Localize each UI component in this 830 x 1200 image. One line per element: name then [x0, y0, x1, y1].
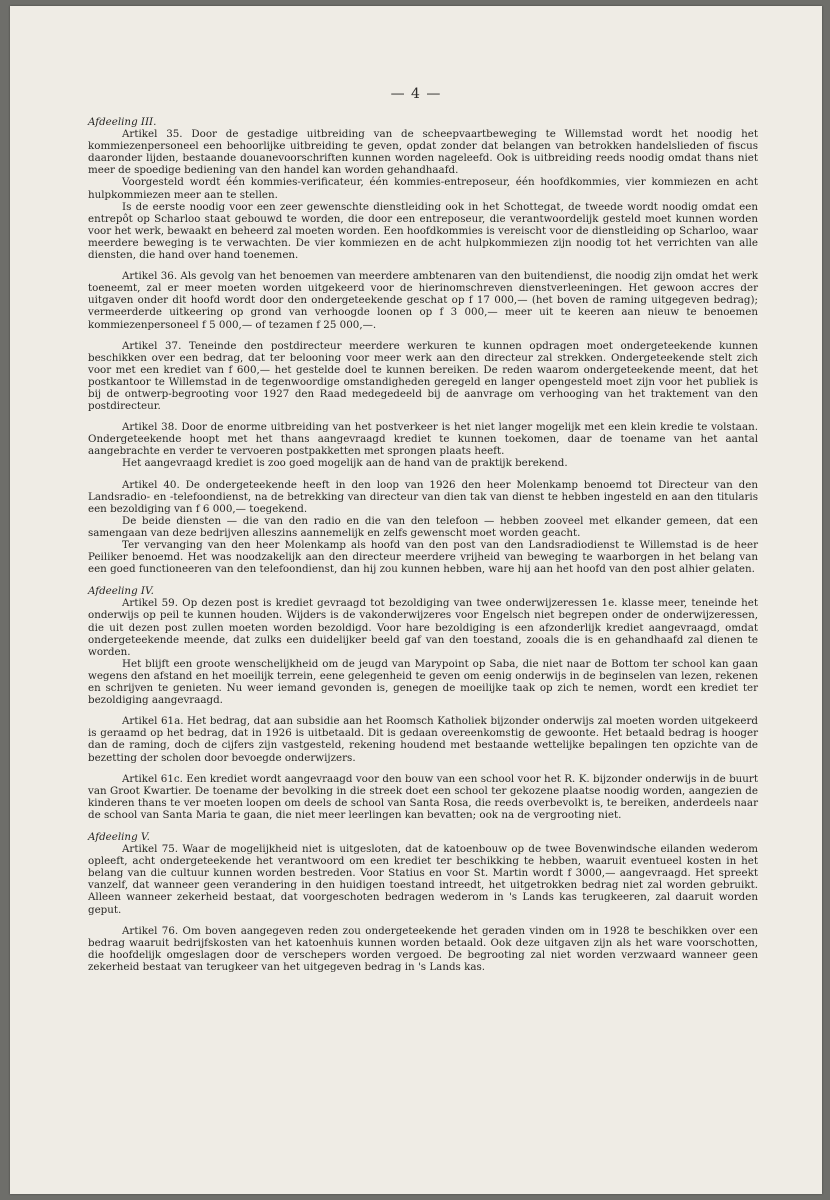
section-heading: Afdeeling III. [88, 116, 157, 128]
section-heading: Afdeeling IV. [88, 585, 154, 598]
paragraph: Artikel 36. Als gevolg van het benoemen van meerdere ambtenaren van den buitendienst, die noodig zijn omdat het werk toeneemt, zal er meer moeten worden uitgekeerd voor de hierinomschreven dienstverleeningen. Het gewoon accres der uitgaven onder dit hoofd wordt door den ondergeteekende geschat op f 17 000,— (het boven de raming uitgegeven bedrag); vermeerderde uitkeering op grond van verhoogde loonen op f 3 000,— meer uit te keeren aan nieuw te benoemen kommiezenpersoneel f 5 000,— of tezamen f 25 000,—. [88, 270, 758, 331]
page-number: — 4 — [390, 86, 442, 102]
paragraph: Artikel 40. De ondergeteekende heeft in den loop van 1926 den heer Molenkamp benoemd tot Directeur van den Landsradio- en -telefoondienst, na de betrekking van directeur van dien tak van dienst te hebben ingesteld en aan den titularis een bezoldiging van f 6 000,— toegekend. [88, 478, 758, 515]
paragraph: Is de eerste noodig voor een zeer gewenschte dienstleiding ook in het Schottegat, de tweede wordt noodig omdat een entrepôt op Scharloo staat gebouwd te worden, die door een entreposeur, die verantwoordelijk gesteld moet kunnen worden voor het werk, bewaakt en beheerd zal moeten worden. Een hoofdkommies is vereischt voor de dienstleiding op Scharloo, waar meerdere beweging is te verwachten. De vier kommiezen en de acht hulpkommiezen zijn noodig tot het verrichten van alle diensten, die hand over hand toenemen. [88, 200, 758, 262]
section-heading: Afdeeling V. [88, 830, 150, 843]
document-body [88, 116, 758, 973]
paragraph: De beide diensten — die van den radio en die van den telefoon — hebben zooveel met elkander gemeen, dat een samengaan van deze bedrijven alleszins aannemelijk en zelfs gewenscht moet worden geacht. [88, 514, 758, 539]
paragraph: Artikel 35. Door de gestadige uitbreiding van de scheepvaartbeweging te Willemstad wordt het noodig het kommiezenpersoneel een behoorlijke uitbreiding te geven, opdat zonder dat belangen van betrokken handelslieden of fiscus daaronder lijden, bestaande douanevoorschriften kunnen worden nageleefd. Ook is uitbreiding reeds noodig omdat thans niet meer de spoedige bediening van den handel kan worden gehandhaafd. [88, 128, 758, 177]
paragraph: Artikel 59. Op dezen post is krediet gevraagd tot bezoldiging van twee onderwijzeressen 1e. klasse meer, teneinde het onderwijs op peil te kunnen houden. Wijders is de vakonderwijzeres voor Engelsch niet begrepen onder de onderwijzeressen, die uit dezen post zullen moeten worden bezoldigd. Voor hare bezoldiging is een afzonderlijk krediet aangevraagd, omdat ondergeteekende meende, dat zulks een duidelijker beeld gaf van den toestand, zooals die is en gehandhaafd zal dienen te worden. [88, 597, 758, 658]
paragraph: Artikel 38. Door de enorme uitbreiding van het postverkeer is het niet langer mogelijk met een klein kredie te volstaan. Ondergeteekende hoopt met het thans aangevraagd krediet te kunnen toekomen, daar de toename van het aantal aangebrachte en verder te vervoeren postpakketten met sprongen plaats heeft. [88, 421, 758, 458]
paragraph: Artikel 75. Waar de mogelijkheid niet is uitgesloten, dat de katoenbouw op de twee Bovenwindsche eilanden wederom opleeft, acht ondergeteekende het verantwoord om een krediet ter beschikking te hebben, waaruit eventueel kosten in het belang van die cultuur kunnen worden bestreden. Voor Statius en voor St. Martin wordt f 3000,— aangevraagd. Het spreekt vanzelf, dat wanneer geen verandering in den huidigen toestand intreedt, het uitgetrokken bedrag niet zal worden gebruikt. Alleen wanneer zekerheid bestaat, dat voorgeschoten bedragen wederom in 's Lands kas terugkeeren, zal daaruit worden geput. [88, 843, 758, 916]
paragraph: Het blijft een groote wenschelijkheid om de jeugd van Marypoint op Saba, die niet naar de Bottom ter school kan gaan wegens den afstand en het moeilijk terrein, eene gelegenheid te geven om eenig onderwijs in de beginselen van lezen, rekenen en schrijven te genieten. Nu weer iemand gevonden is, genegen de moeilijke taak op zich te nemen, wordt een krediet ter bezoldiging aangevraagd. [88, 657, 758, 707]
document-page [10, 6, 822, 1194]
paragraph: Artikel 76. Om boven aangegeven reden zou ondergeteekende het geraden vinden om in 1928 te beschikken over een bedrag waaruit bedrijfskosten van het katoenhuis kunnen worden betaald. Ook deze uitgaven zijn als het ware voorschotten, die hoofdelijk omgeslagen door de verschepers worden vergoed. De begrooting zal niet worden verzwaard wanneer geen zekerheid bestaat van terugkeer van het uitgegeven bedrag in 's Lands kas. [88, 924, 758, 973]
paragraph: Artikel 37. Teneinde den postdirecteur meerdere werkuren te kunnen opdragen moet ondergeteekende kunnen beschikken over een bedrag, dat ter belooning voor meer werk aan den directeur zal strekken. Ondergeteekende stelt zich voor met een krediet van f 600,— het gestelde doel te kunnen bereiken. De reden waarom ondergeteekende meent, dat het postkantoor te Willemstad in de tegenwoordige omstandigheden geregeld en langer opengesteld moet zijn voor het publiek is bij de ontwerp-begrooting voor 1927 den Raad medegedeeld bij de aanvrage om verhooging van het traktement van den postdirecteur. [88, 339, 758, 413]
paragraph: Artikel 61c. Een krediet wordt aangevraagd voor den bouw van een school voor het R. K. bijzonder onderwijs in de buurt van Groot Kwartier. De toename der bevolking in die streek doet een school ter gekozene plaatse noodig worden, aangezien de kinderen thans te ver moeten loopen om deels de school van Santa Rosa, die reeds overbevolkt is, te bereiken, anderdeels naar de school van Santa Maria te gaan, die niet meer leerlingen kan bevatten; ook na de vergrooting niet. [88, 772, 758, 821]
paragraph: Artikel 61a. Het bedrag, dat aan subsidie aan het Roomsch Katholiek bijzonder onderwijs zal moeten worden uitgekeerd is geraamd op het bedrag, dat in 1926 is uitbetaald. Dit is gedaan overeenkomstig de gewoonte. Het betaald bedrag is hooger dan de raming, doch de cijfers zijn vastgesteld, rekening houdend met bestaande wettelijke bepalingen ten opzichte van de bezetting der scholen door bevoegde onderwijzers. [88, 715, 758, 764]
paragraph: Ter vervanging van den heer Molenkamp als hoofd van den post van den Landsradiodienst te Willemstad is de heer Peiliker benoemd. Het was noodzakelijk aan den directeur meerdere vrijheid van beweging te waarborgen in het belang van een goed functioneeren van den telefoondienst, dan hij zou kunnen hebben, ware hij aan het hoofd van den post alhier gelaten. [88, 539, 758, 576]
paragraph: Voorgesteld wordt één kommies-verificateur, één kommies-entreposeur, één hoofdkommies, vier kommiezen en acht hulpkommiezen meer aan te stellen. [88, 176, 758, 201]
paragraph: Het aangevraagd krediet is zoo goed mogelijk aan de hand van de praktijk berekend. [122, 457, 568, 470]
